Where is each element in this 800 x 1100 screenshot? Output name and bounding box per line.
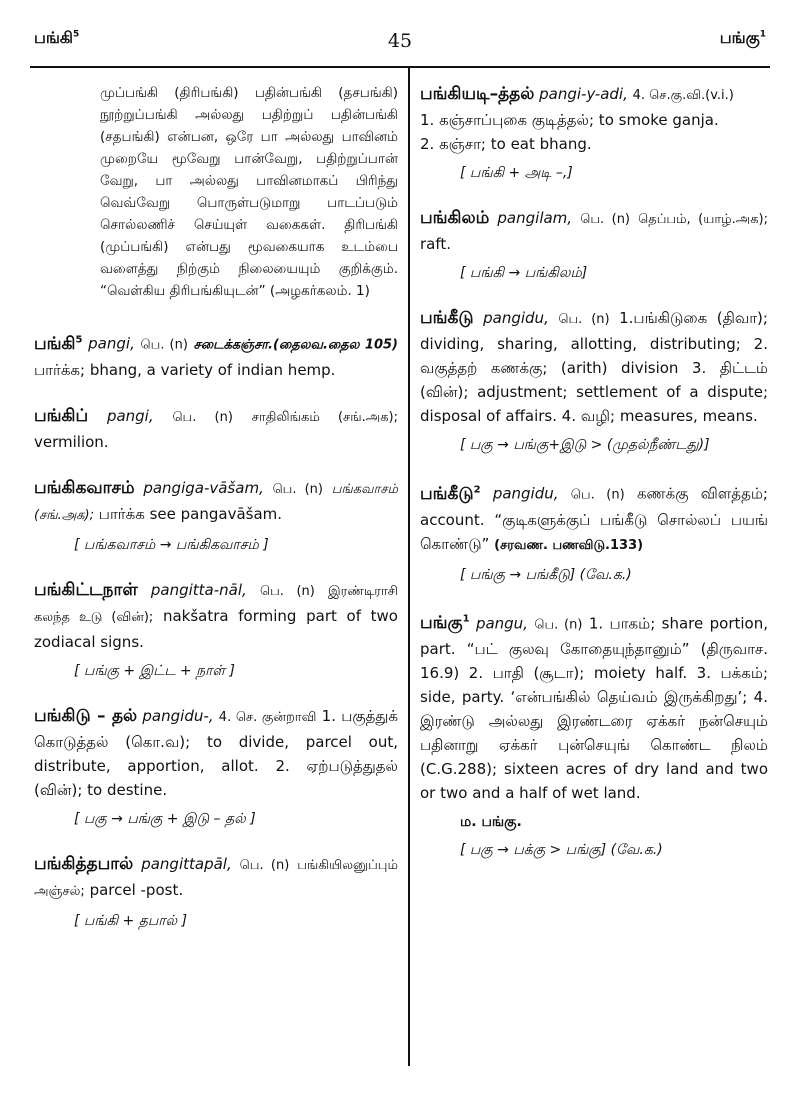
part-of-speech: 4. செ. குன்றாவி: [218, 709, 317, 725]
entry: [34, 328, 398, 382]
definition-2: பார்க்க see pangavāšam.: [98, 504, 283, 523]
headword: பங்கித்தபால்: [34, 853, 134, 874]
transliteration: pangi,: [106, 406, 154, 425]
headword: பங்கிலம்: [420, 208, 490, 228]
cognate-note: ம. பங்கு.: [460, 814, 522, 831]
etymology: [ பகு → பங்கு + இடு – தல் ]: [74, 810, 256, 827]
headword: பங்கீடு: [420, 308, 474, 328]
transliteration: pangitta-nāl,: [150, 580, 247, 599]
right-column: [420, 82, 768, 883]
part-of-speech: பெ. (n): [570, 487, 625, 503]
entry: [420, 82, 768, 184]
definition-2: 4. இரண்டு அல்லது இரண்டரை ஏக்கர் நன்செயும் பதினாறு ஏக்கர் புன்செயுங் கொண்ட நிலம் (C.G.288); sixteen acres of dry land and two or two and a half of wet land.: [420, 688, 768, 803]
entry: [34, 578, 398, 682]
part-of-speech: பெ. (n): [172, 409, 233, 425]
headword: பங்கி$^5$: [34, 333, 83, 354]
headword: பங்கீடு$^2$: [420, 483, 481, 504]
definition-2: 2. ஏற்படுத்துதல் (வின்); to destine.: [34, 756, 398, 799]
definition-1: தெப்பம், (யாழ்.அக);: [638, 212, 768, 227]
transliteration: pangi,: [88, 334, 135, 353]
part-of-speech: பெ. (n): [272, 481, 323, 497]
headword: பங்கிடு – தல்: [34, 705, 138, 726]
entry: [420, 306, 768, 456]
header-rule: [30, 66, 770, 68]
definition-1: கணக்கு விளத்தம்; account. “குடிகளுக்குப் பங்கீடு சொல்லப் பயங் கொண்டு”: [420, 484, 768, 553]
transliteration: pangiga-vāšam,: [143, 478, 264, 497]
definition-2: raft.: [420, 235, 452, 253]
definition-2: (சரவண. பணவிடு.133): [494, 537, 644, 553]
entry: [420, 608, 768, 862]
etymology: [ பங்கு + இட்ட + நாள் ]: [74, 662, 235, 679]
header-right-guideword: [720, 28, 766, 49]
etymology: [ பங்கி + தபால் ]: [74, 912, 188, 929]
transliteration: pangidu-,: [142, 706, 214, 725]
definition-1: சாதிலிங்கம் (சங்.அக);: [251, 409, 398, 425]
headword: பங்கிட்டநாள்: [34, 579, 138, 600]
etymology: [ பகு → பக்கு > பங்கு] (வே.க.): [460, 842, 663, 859]
part-of-speech: 4. செ.கு.வி.(v.i.): [632, 88, 734, 103]
entry: [420, 206, 768, 284]
etymology: [ பங்கவாசம் → பங்கிகவாசம் ]: [74, 536, 269, 553]
headword: பங்கிகவாசம்: [34, 477, 135, 498]
transliteration: pangi-y-adi,: [539, 85, 628, 103]
etymology: [ பங்கு → பங்கீடு] (வே.க.): [460, 566, 632, 583]
header-left-sup: 5: [73, 29, 80, 40]
definition-2: parcel -post.: [89, 880, 184, 899]
definition-2: 2. கஞ்சா; to eat bhang.: [420, 135, 592, 153]
continuation-paragraph: முப்பங்கி (திரிபங்கி) பதின்பங்கி (தசபங்கி) நூற்றுப்பங்கி அல்லது பதிற்றுப் பதின்பங்கி (சதபங்கி) என்பன, ஒரே பா அல்லது பாவினம் முறையே மூவேறு பான்வேறு, பதிற்றுப்பான் வேறு, பா அல்லது பாவினமாகப் பிரிந்து வெவ்வேறு பொருள்படுமாறு பாடப்படும் சொல்லணிச் செய்யுள் வகைகள். திரிபங்கி (முப்பங்கி) என்பது மூவகையாக உடம்பை வளைத்து நிற்கும் நிலையையும் குறிக்கும். “வெள்கிய திரிபங்கியுடன்” (அழகர்கலம். 1): [100, 85, 398, 299]
headword: பங்கு$^1$: [420, 613, 470, 634]
part-of-speech: பெ. (n): [534, 617, 583, 633]
page-number: 45: [387, 30, 413, 52]
definition-2: பார்க்க; bhang, a variety of indian hemp.: [34, 360, 336, 379]
entry: [34, 704, 398, 830]
etymology: [ பங்கி + அடி –,]: [460, 165, 573, 181]
header-left-word: பங்கி: [34, 28, 74, 47]
part-of-speech: பெ. (n): [239, 857, 290, 873]
definition-1: பங்கவாசம் (சங்.அக);: [34, 481, 398, 523]
header-right-word: பங்கு: [719, 28, 760, 47]
definition-1: 1. கஞ்சாப்புகை குடித்தல்; to smoke ganja.: [420, 111, 719, 129]
column-divider: [408, 66, 410, 1066]
entry: [34, 404, 398, 454]
etymology: [ பங்கி → பங்கிலம்]: [460, 265, 588, 281]
headword: பங்கிப்: [34, 405, 89, 426]
transliteration: pangu,: [475, 614, 528, 633]
part-of-speech: பெ. (n): [259, 583, 315, 599]
definition-2: nakšatra forming part of two zodiacal signs.: [34, 606, 398, 651]
definition-1: இரண்டிராசி கலந்த உடு (வின்);: [34, 583, 398, 625]
definition-1: 1. பாகம்; share portion, part. “பட் குலவு கோதையுந்தானும்” (திருவாச. 16.9) 2. பாதி (சூடா); moiety half. 3. பக்கம்; side, party. ‘என்பங்கில் தெய்வம் இருக்கிறது’;: [420, 614, 768, 707]
part-of-speech: பெ. (n): [140, 337, 188, 353]
definition-1: 1.பங்கிடுகை (திவா); dividing, sharing, allotting, distributing; 2. வகுத்தற் கணக்கு; (arith) division 3. திட்டம் (வின்); adjustment; settlement of a dispute; disposal of affairs.: [420, 309, 768, 425]
entry: [34, 852, 398, 932]
definition-1: 1. பகுத்துக் கொடுத்தல் (கொ.வ); to divide, parcel out, distribute, apportion, allot.: [34, 706, 399, 775]
definition-1: சடைக்கஞ்சா.(தைலவ.தைல 105): [193, 337, 398, 353]
entry: [34, 476, 398, 556]
transliteration: pangidu,: [492, 484, 559, 503]
part-of-speech: பெ. (n): [580, 212, 631, 227]
transliteration: pangidu,: [483, 309, 549, 327]
etymology: [ பகு → பங்கு+இடு > (முதல்நீண்டது)]: [460, 437, 710, 453]
header-right-sup: 1: [759, 29, 766, 40]
left-column: [34, 82, 398, 954]
headword: பங்கியடி–த்தல்: [420, 84, 535, 104]
entry: [420, 478, 768, 586]
transliteration: pangittapāl,: [141, 854, 232, 873]
transliteration: pangilam,: [497, 209, 573, 227]
part-of-speech: பெ. (n): [558, 312, 610, 327]
definition-1: பங்கியிலனுப்பும் அஞ்சல்;: [34, 857, 398, 899]
definition-2: 4. வழி; measures, means.: [561, 407, 758, 425]
definition-2: vermilion.: [34, 432, 109, 451]
